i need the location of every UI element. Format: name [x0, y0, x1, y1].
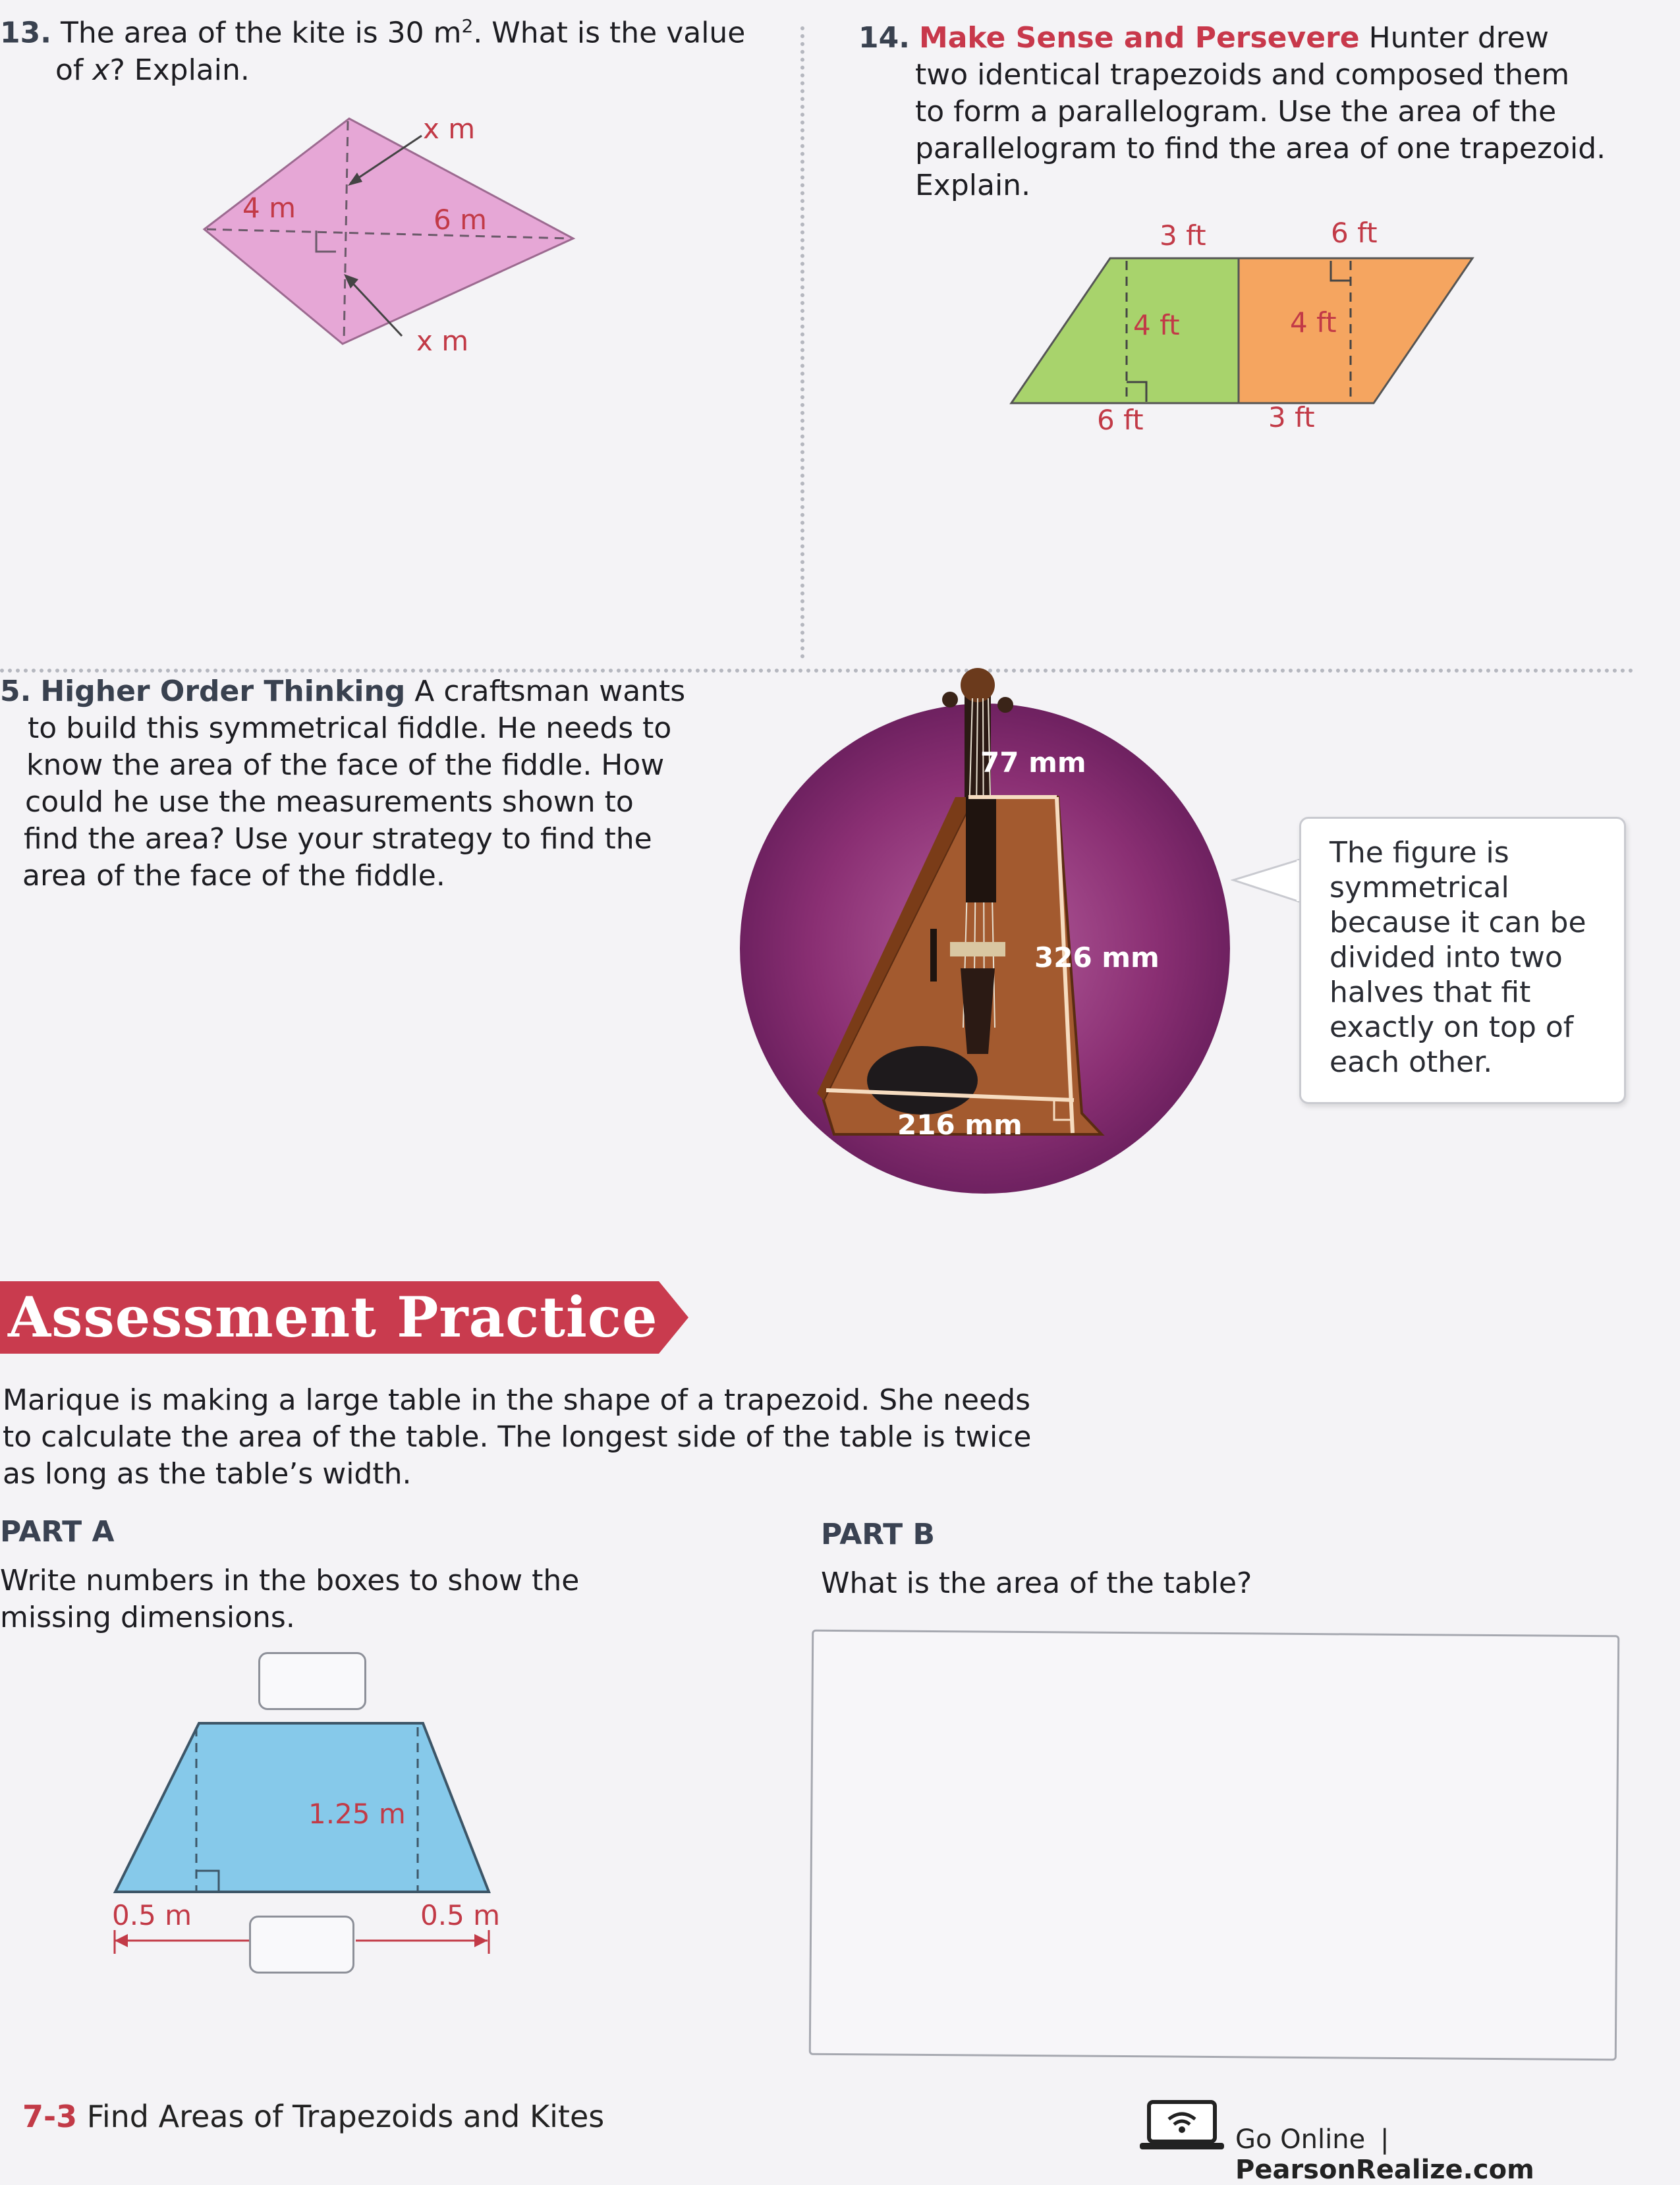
footer-go-online — [1235, 2124, 1680, 2185]
left-trapezoid — [1011, 258, 1239, 403]
q14-line-3: parallelogram to find the area of one trapezoid. — [915, 132, 1606, 165]
q14-line-0: Hunter drew — [1368, 21, 1549, 55]
kite-label-bottom: x m — [416, 325, 469, 357]
footer-separator: | — [1380, 2124, 1389, 2155]
fiddle-label-top: 77 mm — [980, 746, 1086, 779]
laptop-icon — [1138, 2098, 1225, 2153]
bottom-base-input[interactable] — [249, 1916, 354, 1974]
part-b — [821, 1516, 1611, 1602]
q14-line-2: to form a parallelogram. Use the area of the — [915, 95, 1557, 128]
q13-line1: The area of the kite is 30 m — [60, 16, 462, 50]
fiddle-illustration — [718, 659, 1245, 1199]
part-b-answer-box[interactable] — [809, 1630, 1619, 2061]
table-label-left: 0.5 m — [112, 1899, 192, 1931]
q15-heading: Higher Order Thinking — [40, 675, 406, 708]
prompt-line-1: to calculate the area of the table. The longest side of the table is twice — [3, 1420, 1032, 1454]
fiddle-soundhole — [930, 929, 937, 982]
q13-number: 13. — [0, 16, 51, 50]
para-label-bottom-right: 3 ft — [1268, 401, 1315, 433]
go-online-text: Go Online — [1235, 2124, 1366, 2155]
part-b-question: What is the area of the table? — [821, 1566, 1252, 1600]
table-right-dim-arrow — [474, 1934, 488, 1947]
q13-variable: x — [92, 53, 110, 87]
q14-text — [858, 20, 1649, 204]
assessment-banner-text: Assessment Practice — [8, 1285, 658, 1350]
fiddle-fingerboard — [966, 797, 996, 902]
parallelogram-diagram — [1001, 217, 1489, 441]
part-a-label: PART A — [0, 1515, 115, 1549]
q13-line1-end: . What is the value — [473, 16, 746, 50]
callout-text: The figure is symmetrical because it can be divided into two halves that fit exactly on top of each other. — [1330, 836, 1586, 1079]
table-left-dim-arrow — [115, 1934, 128, 1947]
q14-line-1: two identical trapezoids and composed them — [915, 58, 1570, 92]
fiddle-chinrest — [867, 1046, 978, 1115]
right-trapezoid — [1239, 258, 1472, 403]
q15-line-0: A craftsman wants — [414, 675, 686, 708]
table-label-height: 1.25 m — [308, 1798, 406, 1830]
q15-line-1: to build this symmetrical fiddle. He needs to — [28, 711, 672, 745]
fiddle-peg-right — [997, 697, 1013, 713]
top-base-input[interactable] — [258, 1652, 366, 1710]
part-a — [0, 1514, 725, 1636]
fiddle-scroll — [961, 668, 995, 702]
part-a-line-0: Write numbers in the boxes to show the — [0, 1564, 580, 1597]
q14-heading: Make Sense and Persevere — [918, 21, 1360, 55]
q13-line2-end: ? Explain. — [109, 53, 250, 87]
kite-diagram — [178, 112, 586, 362]
q15-text — [0, 673, 725, 895]
fiddle-peg-left — [942, 692, 958, 707]
footer-lesson — [22, 2099, 604, 2134]
callout-pointer — [1231, 856, 1303, 909]
prompt-line-0: Marique is making a large table in the shape of a trapezoid. She needs — [3, 1383, 1031, 1417]
para-label-bottom-left: 6 ft — [1097, 404, 1144, 436]
q14-number: 14. — [858, 21, 910, 55]
q13-line2: of — [55, 53, 93, 87]
pearson-realize-link[interactable]: PearsonRealize.com — [1235, 2155, 1534, 2185]
fiddle-label-height: 326 mm — [1034, 941, 1160, 974]
part-b-label: PART B — [821, 1518, 936, 1551]
prompt-line-2: as long as the table’s width. — [3, 1457, 412, 1491]
footer-lesson-number: 7-3 — [22, 2099, 78, 2134]
part-a-line-1: missing dimensions. — [0, 1601, 295, 1634]
q13-text — [0, 8, 777, 89]
fiddle-label-bottom: 216 mm — [897, 1109, 1022, 1141]
footer-lesson-title: Find Areas of Trapezoids and Kites — [86, 2099, 605, 2134]
q15-number: 5. — [0, 675, 32, 708]
table-trapezoid — [115, 1723, 489, 1892]
q13-superscript: 2 — [461, 15, 474, 37]
q15-line-5: area of the face of the fiddle. — [22, 859, 445, 893]
fiddle-bridge — [950, 942, 1005, 956]
column-divider — [800, 26, 804, 659]
para-label-height-left: 4 ft — [1133, 309, 1180, 341]
q14-line-4: Explain. — [915, 169, 1031, 202]
para-label-height-right: 4 ft — [1290, 306, 1337, 339]
q15-line-4: find the area? Use your strategy to find the — [24, 822, 652, 856]
q15-line-2: know the area of the face of the fiddle. How — [26, 748, 665, 782]
q15-line-3: could he use the measurements shown to — [25, 785, 634, 819]
para-label-top-left: 3 ft — [1160, 219, 1206, 252]
kite-label-top: x m — [423, 113, 476, 145]
assessment-prompt — [3, 1382, 1123, 1493]
kite-label-left: 4 m — [242, 192, 296, 224]
kite-label-right: 6 m — [434, 204, 487, 236]
table-label-right: 0.5 m — [420, 1899, 501, 1931]
para-label-top-right: 6 ft — [1331, 217, 1378, 249]
